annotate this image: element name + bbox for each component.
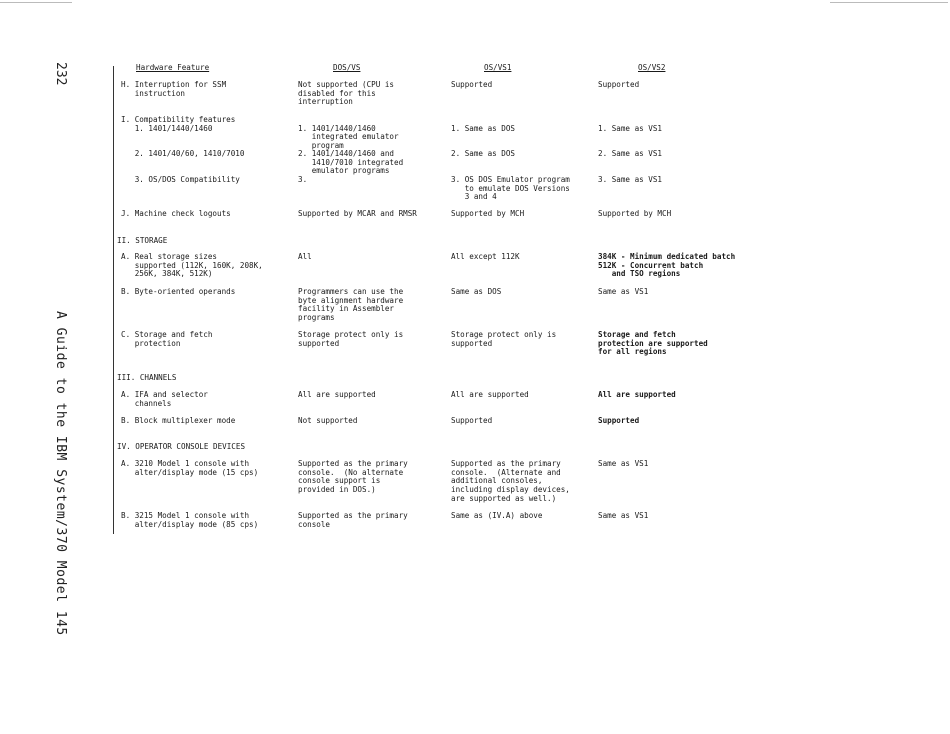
book-title: A Guide to the IBM System/370 Model 145 <box>53 311 68 636</box>
change-bar <box>113 66 114 534</box>
row-vs1: 2. Same as DOS <box>451 149 516 158</box>
row-vs1: Same as DOS <box>451 287 502 296</box>
row-vs2: Same as VS1 <box>598 511 649 520</box>
top-rule-left <box>0 2 72 3</box>
row-vs1: Supported as the primary console. (Alternate and additional consoles, including display devices, are supported as well.) <box>451 459 570 503</box>
row-vs2: Storage and fetch protection are supported for all regions <box>598 330 708 357</box>
row-feature: J. Machine check logouts <box>121 209 231 218</box>
row-feature: A. 3210 Model 1 console with alter/display mode (15 cps) <box>121 459 259 477</box>
top-rule-right <box>830 2 948 3</box>
header-dos: DOS/VS <box>333 63 361 72</box>
row-vs1: Same as (IV.A) above <box>451 511 543 520</box>
row-vs1: Supported by MCH <box>451 209 525 218</box>
row-feature: I. Compatibility features 1. 1401/1440/1460 <box>121 115 236 133</box>
row-feature: H. Interruption for SSM instruction <box>121 80 227 98</box>
row-vs1: Storage protect only is supported <box>451 330 557 348</box>
row-dos: 2. 1401/1440/1460 and 1410/7010 integrated emulator programs <box>298 149 404 176</box>
row-vs1: All except 112K <box>451 252 520 261</box>
row-vs2: Supported by MCH <box>598 209 672 218</box>
row-feature: A. Real storage sizes supported (112K, 160K, 208K, 256K, 384K, 512K) <box>121 252 263 279</box>
header-feature: Hardware Feature <box>136 63 210 72</box>
row-vs1: Supported <box>451 416 493 425</box>
row-vs1: 1. Same as DOS <box>451 123 516 133</box>
row-vs2: 1. Same as VS1 <box>598 123 663 133</box>
row-vs1: 3. OS DOS Emulator program to emulate DOS Versions 3 and 4 <box>451 175 570 202</box>
row-feature: 3. OS/DOS Compatibility <box>121 175 240 184</box>
section-heading: II. STORAGE <box>117 236 168 245</box>
row-vs2: 2. Same as VS1 <box>598 149 663 158</box>
row-dos: Supported by MCAR and RMSR <box>298 209 417 218</box>
row-dos: Storage protect only is supported <box>298 330 404 348</box>
row-dos: Supported as the primary console <box>298 511 408 529</box>
row-dos: Not supported <box>298 416 358 425</box>
row-dos: All are supported <box>298 390 376 399</box>
page-number: 232 <box>53 62 68 86</box>
row-dos: 3. <box>298 175 308 184</box>
row-feature: 2. 1401/40/60, 1410/7010 <box>121 149 245 158</box>
header-vs1: OS/VS1 <box>484 63 512 72</box>
row-dos: All <box>298 252 312 261</box>
row-feature: B. 3215 Model 1 console with alter/display mode (85 cps) <box>121 511 259 529</box>
header-vs2: OS/VS2 <box>638 63 666 72</box>
row-feature: C. Storage and fetch protection <box>121 330 213 348</box>
row-vs1: Supported <box>451 80 493 89</box>
row-vs1: All are supported <box>451 390 529 399</box>
row-vs2: Supported <box>598 416 640 425</box>
row-dos: 1. 1401/1440/1460 integrated emulator program <box>298 123 399 151</box>
row-feature: B. Byte-oriented operands <box>121 287 236 296</box>
section-heading: IV. OPERATOR CONSOLE DEVICES <box>117 442 246 451</box>
row-vs2: Same as VS1 <box>598 459 649 468</box>
row-vs2: Same as VS1 <box>598 287 649 296</box>
row-dos: Supported as the primary console. (No alternate console support is provided in DOS.) <box>298 459 408 495</box>
row-feature: A. IFA and selector channels <box>121 390 208 408</box>
row-vs2: 3. Same as VS1 <box>598 175 663 184</box>
row-vs2: Supported <box>598 80 640 89</box>
row-dos: Not supported (CPU is disabled for this interruption <box>298 80 395 107</box>
row-vs2: 384K - Minimum dedicated batch 512K - Concurrent batch and TSO regions <box>598 252 736 279</box>
row-dos: Programmers can use the byte alignment hardware facility in Assembler programs <box>298 287 404 323</box>
row-vs2: All are supported <box>598 390 676 399</box>
section-heading: III. CHANNELS <box>117 373 177 382</box>
row-feature: B. Block multiplexer mode <box>121 416 236 425</box>
